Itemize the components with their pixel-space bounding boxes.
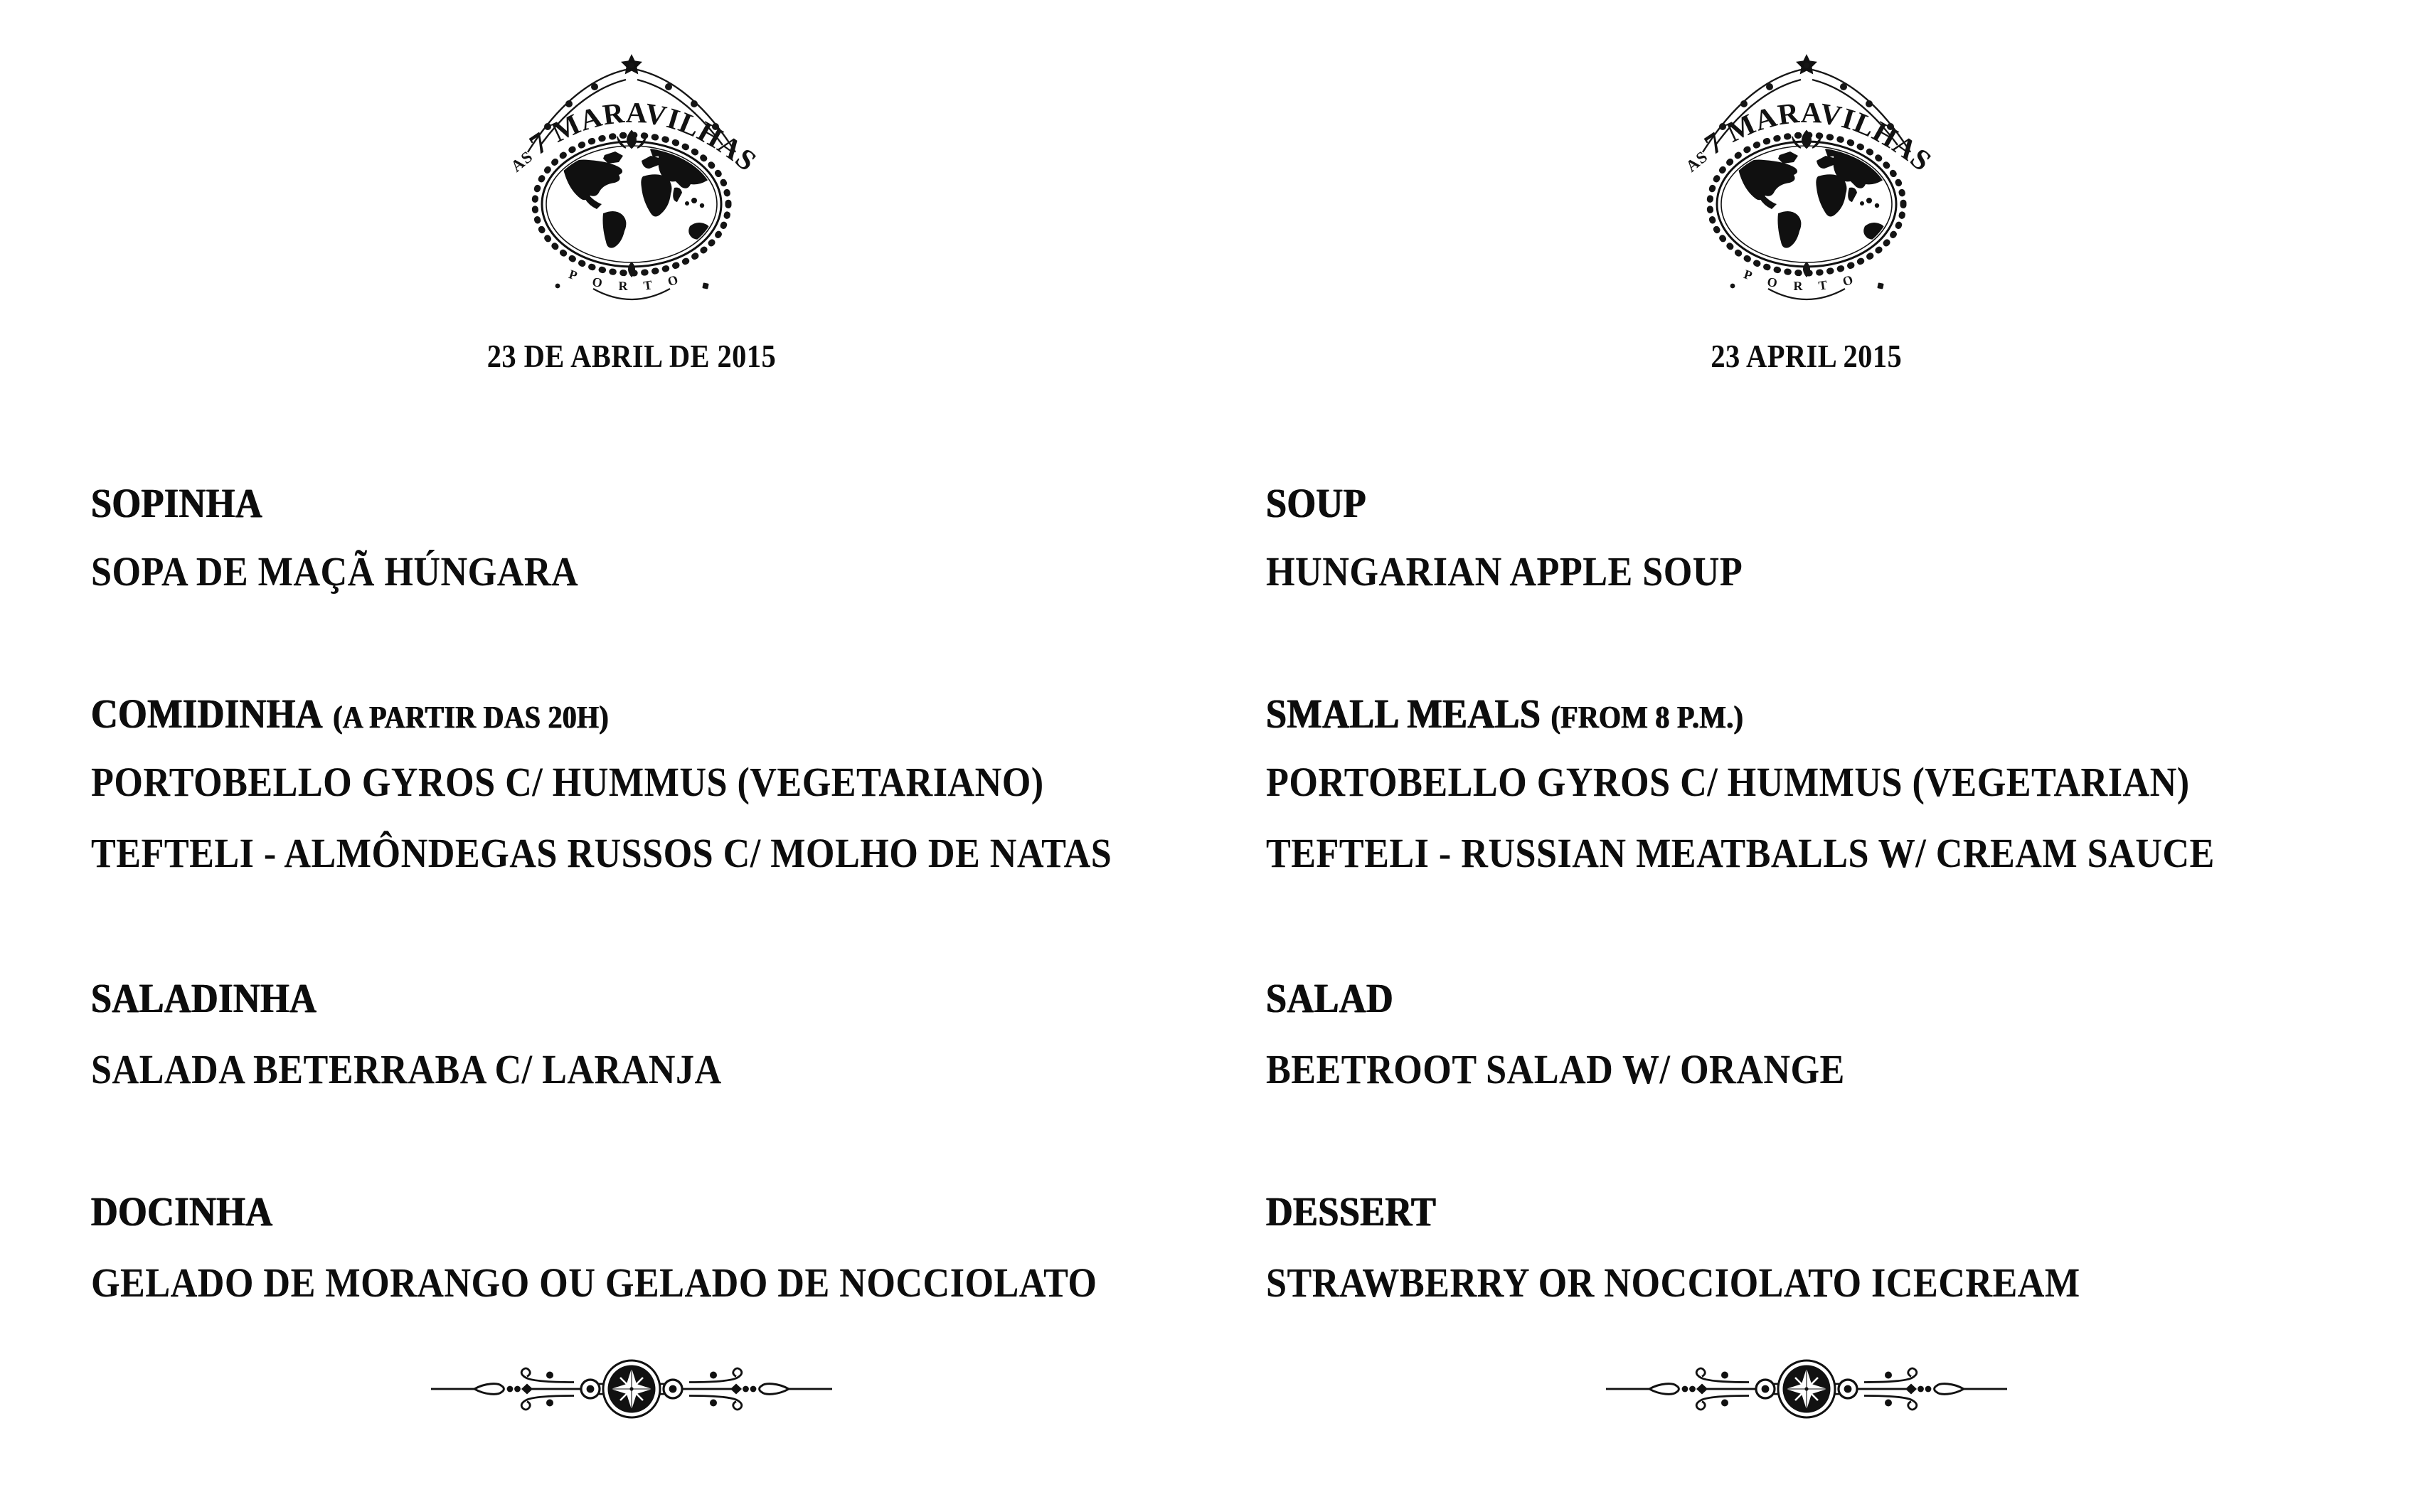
section-title-soup: SOPINHA <box>91 480 262 526</box>
section-title-soup: SOUP <box>1266 480 1367 526</box>
menu-item: HUNGARIAN APPLE SOUP <box>1266 548 1743 595</box>
menu-item: GELADO DE MORANGO OU GELADO DE NOCCIOLATO <box>91 1260 1097 1306</box>
section-title-salad: SALAD <box>1266 975 1394 1021</box>
compass-divider <box>427 1351 836 1427</box>
section-title-small-meals: COMIDINHA (A PARTIR DAS 20H) <box>91 691 610 737</box>
menu-item: STRAWBERRY OR NOCCIOLATO ICECREAM <box>1266 1260 2080 1306</box>
menu-item: PORTOBELLO GYROS C/ HUMMUS (VEGETARIANO) <box>91 759 1044 805</box>
menu-date <box>23 336 1240 376</box>
menu-item: SOPA DE MAÇÃ HÚNGARA <box>91 548 579 595</box>
menu-item: PORTOBELLO GYROS C/ HUMMUS (VEGETARIAN) <box>1266 759 2190 805</box>
section-title-salad: SALADINHA <box>91 975 317 1021</box>
section-title-dessert: DOCINHA <box>91 1188 273 1235</box>
section-title-dessert: DESSERT <box>1266 1188 1437 1235</box>
menu-date-text: 23 DE ABRIL DE 2015 <box>486 338 777 374</box>
menu-item: TEFTELI - RUSSIAN MEATBALLS W/ CREAM SAUCE <box>1266 830 2215 876</box>
restaurant-logo <box>504 51 760 307</box>
menu-column-english <box>1175 0 2393 1512</box>
menu-date <box>1198 336 2415 376</box>
restaurant-logo <box>1679 51 1935 307</box>
menu-item: TEFTELI - ALMÔNDEGAS RUSSOS C/ MOLHO DE NATAS <box>91 830 1112 876</box>
section-title-small-meals: SMALL MEALS (FROM 8 P.M.) <box>1266 691 1744 737</box>
menu-item: SALADA BETERRABA C/ LARANJA <box>91 1046 722 1092</box>
menu-item: BEETROOT SALAD W/ ORANGE <box>1266 1046 1845 1092</box>
compass-divider <box>1602 1351 2011 1427</box>
menu-date-text: 23 APRIL 2015 <box>1711 338 1903 374</box>
